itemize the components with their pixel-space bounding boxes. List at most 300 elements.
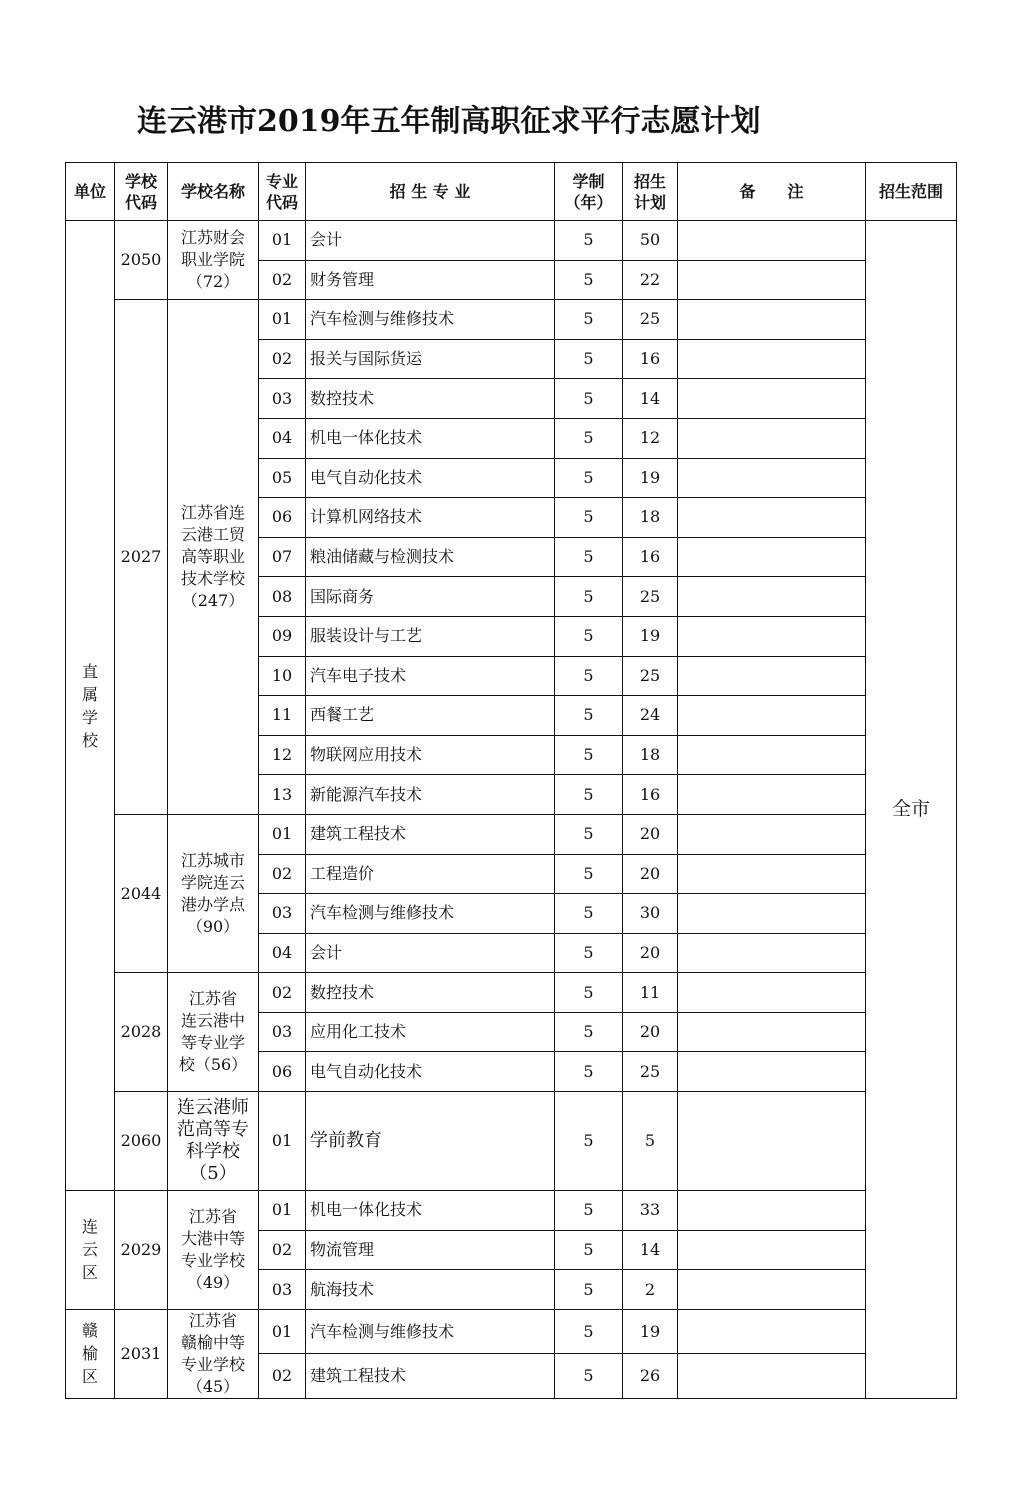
school-name-text: 江苏省 [188,1310,237,1330]
plan-count-text: 19 [639,626,661,646]
unit-name-text: 云 [81,1240,98,1260]
remark-cell [678,577,866,617]
school-code [115,1191,168,1310]
major-code [259,814,306,854]
plan-count [623,814,678,854]
header-school-name [168,163,259,221]
duration-years-text: 5 [583,388,594,408]
major-code [259,300,306,340]
major-name [306,418,555,458]
major-name [306,577,555,617]
major-code-text: 01 [271,309,293,329]
plan-count-text: 25 [639,309,661,329]
remark-cell [678,1354,866,1399]
major-code-text: 05 [271,467,293,487]
remark-cell [678,498,866,538]
duration-years-text: 5 [583,1131,594,1151]
header-plan [623,163,678,221]
major-name-text: 电气自动化技术 [310,1061,423,1081]
remark-cell [678,1270,866,1310]
school-name-text: （49） [186,1272,240,1292]
unit-name-text: 连 [81,1217,98,1237]
school-code-text: 2031 [120,1343,162,1363]
school-name-text: 江苏财会 [180,228,245,248]
plan-count-text: 2 [644,1279,656,1299]
major-name-text: 数控技术 [310,982,375,1002]
major-code-text: 07 [271,547,293,567]
duration-years-text: 5 [583,309,594,329]
major-code-text: 11 [271,705,293,725]
plan-count-text: 19 [639,467,661,487]
duration-years-text: 5 [583,507,594,527]
major-code-text: 06 [271,507,293,527]
duration-years [555,300,623,340]
school-name-text: 大港中等 [180,1228,245,1248]
remark-cell [678,1012,866,1052]
table-body [66,221,957,1399]
major-code [259,696,306,736]
duration-years-text: 5 [583,745,594,765]
major-code-text: 03 [271,903,293,923]
plan-count-text: 33 [639,1200,661,1220]
major-name-text: 西餐工艺 [310,705,375,725]
school-name-text: 港办学点 [180,894,245,914]
plan-count [623,458,678,498]
school-name [168,814,259,972]
major-name-text: 物流管理 [310,1239,375,1259]
school-name [168,300,259,815]
major-name [306,300,555,340]
duration-years [555,1270,623,1310]
major-name [306,696,555,736]
major-name [306,616,555,656]
duration-years-text: 5 [583,1279,594,1299]
duration-years [555,458,623,498]
remark-cell [678,973,866,1013]
major-code-text: 13 [271,784,293,804]
plan-count [623,973,678,1013]
plan-count-text: 25 [639,586,661,606]
header-duration [555,163,623,221]
remark-cell [678,418,866,458]
major-name [306,537,555,577]
major-code-text: 02 [271,863,293,883]
header-duration-text: 学制 [572,171,605,191]
plan-count-text: 50 [639,230,661,250]
duration-years-text: 5 [583,626,594,646]
major-name [306,973,555,1013]
table-row [66,300,957,340]
duration-years [555,221,623,261]
unit-name-text: 区 [81,1367,98,1387]
header-school-code [115,163,168,221]
major-code [259,498,306,538]
duration-years-text: 5 [583,586,594,606]
unit-name-text: 赣 [81,1321,98,1341]
duration-years-text: 5 [583,1321,594,1341]
school-name [168,1309,259,1398]
major-code-text: 03 [271,1279,293,1299]
major-name-text: 服装设计与工艺 [310,626,423,646]
school-code [115,300,168,815]
major-code [259,1230,306,1270]
header-unit-text: 单位 [73,182,106,201]
plan-count [623,1230,678,1270]
scope-value [866,221,957,1399]
major-code [259,418,306,458]
major-name [306,498,555,538]
school-code-text: 2027 [120,547,162,567]
header-major [306,163,555,221]
plan-count-text: 25 [639,665,661,685]
header-scope-text: 招生范围 [878,182,943,201]
major-code [259,1309,306,1354]
plan-count-text: 18 [639,507,661,527]
remark-cell [678,933,866,973]
header-major-code-text: 代码 [265,192,298,212]
major-code [259,260,306,300]
major-name [306,1270,555,1310]
duration-years [555,339,623,379]
unit-name-text: 属 [81,684,98,704]
header-school-name-text: 学校名称 [180,182,245,201]
remark-cell [678,1191,866,1231]
major-code-text: 09 [271,626,293,646]
major-code [259,379,306,419]
duration-years-text: 5 [583,349,594,369]
school-name-text: 范高等专 [177,1119,249,1141]
remark-cell [678,894,866,934]
major-code [259,735,306,775]
duration-years [555,696,623,736]
remark-cell [678,537,866,577]
major-code-text: 02 [271,349,293,369]
plan-count-text: 5 [644,1131,656,1151]
plan-count [623,854,678,894]
plan-count [623,1052,678,1092]
school-name-text: 江苏省连 [180,503,245,523]
school-name-text: 赣榆中等 [180,1332,245,1352]
plan-count [623,1012,678,1052]
school-name-text: （72） [186,272,240,292]
school-name-text: 校（56） [178,1055,248,1075]
major-code-text: 02 [271,982,293,1002]
major-name [306,1012,555,1052]
plan-count-text: 14 [639,1239,661,1259]
major-name [306,260,555,300]
header-remark-text: 备 注 [739,182,804,201]
major-name-text: 应用化工技术 [310,1022,407,1042]
plan-count [623,221,678,261]
major-code-text: 04 [271,428,293,448]
duration-years-text: 5 [583,824,594,844]
major-name-text: 国际商务 [310,586,375,606]
enrollment-plan-table [65,162,957,1399]
duration-years [555,1092,623,1191]
remark-cell [678,616,866,656]
remark-cell [678,1309,866,1354]
major-code-text: 03 [271,1022,293,1042]
duration-years-text: 5 [583,903,594,923]
school-name-text: （5） [189,1163,237,1185]
duration-years-text: 5 [583,863,594,883]
major-name [306,221,555,261]
major-name [306,339,555,379]
header-plan-text: 计划 [633,192,666,212]
duration-years [555,656,623,696]
major-code-text: 02 [271,1366,293,1386]
remark-cell [678,735,866,775]
duration-years-text: 5 [583,230,594,250]
duration-years [555,577,623,617]
major-code [259,1354,306,1399]
duration-years-text: 5 [583,1022,594,1042]
duration-years [555,260,623,300]
plan-count [623,616,678,656]
duration-years-text: 5 [583,665,594,685]
major-name [306,854,555,894]
school-code-text: 2028 [120,1022,162,1042]
plan-count [623,1309,678,1354]
major-code-text: 08 [271,586,293,606]
school-name-text: 专业学校 [180,1250,245,1270]
duration-years-text: 5 [583,1200,594,1220]
header-duration-text: （年） [564,192,613,212]
plan-count-text: 19 [639,1321,661,1341]
major-code-text: 01 [271,1200,293,1220]
school-name-text: 高等职业 [180,547,245,567]
plan-count [623,735,678,775]
school-name-text: 江苏省 [188,1206,237,1226]
plan-count [623,379,678,419]
school-code [115,973,168,1092]
major-code [259,656,306,696]
table-row [66,973,957,1013]
duration-years-text: 5 [583,1366,594,1386]
duration-years-text: 5 [583,784,594,804]
duration-years-text: 5 [583,982,594,1002]
plan-count [623,577,678,617]
plan-count [623,894,678,934]
duration-years-text: 5 [583,1239,594,1259]
major-name [306,1309,555,1354]
remark-cell [678,1230,866,1270]
school-name-text: 技术学校 [180,569,245,589]
duration-years [555,894,623,934]
major-code [259,577,306,617]
header-unit [66,163,115,221]
major-name-text: 电气自动化技术 [310,467,423,487]
header-major-code-text: 专业 [265,171,298,191]
major-name [306,1191,555,1231]
header-row [66,163,957,221]
remark-cell [678,339,866,379]
major-name-text: 机电一体化技术 [310,428,423,448]
unit-name-text: 校 [81,730,98,750]
duration-years [555,418,623,458]
school-code [115,221,168,300]
major-code-text: 01 [271,1321,293,1341]
major-code [259,1012,306,1052]
school-code [115,1092,168,1191]
major-code-text: 06 [271,1061,293,1081]
plan-count [623,1191,678,1231]
unit-name-text: 区 [81,1263,98,1283]
page-title [0,100,1016,144]
plan-count-text: 20 [639,942,661,962]
remark-cell [678,1092,866,1191]
duration-years-text: 5 [583,547,594,567]
major-code [259,775,306,815]
major-code-text: 01 [271,230,293,250]
plan-count [623,1092,678,1191]
plan-count [623,933,678,973]
plan-count-text: 11 [639,982,661,1002]
plan-count [623,696,678,736]
major-code [259,339,306,379]
major-name [306,1092,555,1191]
school-name [168,973,259,1092]
major-name [306,894,555,934]
major-code [259,221,306,261]
school-name-text: 学院连云 [180,872,245,892]
school-name-text: 职业学院 [180,250,245,270]
duration-years-text: 5 [583,269,594,289]
plan-count-text: 25 [639,1061,661,1081]
plan-count-text: 26 [639,1366,661,1386]
school-code [115,814,168,972]
major-code [259,537,306,577]
plan-count [623,775,678,815]
remark-cell [678,814,866,854]
school-name-text: （247） [181,591,245,611]
major-code [259,616,306,656]
duration-years [555,1230,623,1270]
duration-years [555,1191,623,1231]
remark-cell [678,260,866,300]
duration-years [555,973,623,1013]
school-name-text: （90） [186,916,240,936]
plan-count [623,418,678,458]
header-remark [678,163,866,221]
duration-years [555,379,623,419]
major-code [259,1092,306,1191]
remark-cell [678,854,866,894]
major-name [306,814,555,854]
school-name [168,221,259,300]
table-row [66,1191,957,1231]
school-name-text: 连云港师 [177,1097,249,1119]
plan-count [623,260,678,300]
major-name [306,379,555,419]
duration-years-text: 5 [583,942,594,962]
major-code-text: 04 [271,942,293,962]
major-code [259,1191,306,1231]
major-name-text: 建筑工程技术 [310,1366,407,1386]
school-code-text: 2050 [120,250,162,270]
plan-count [623,300,678,340]
plan-count [623,537,678,577]
plan-count [623,1354,678,1399]
school-name-text: 江苏省 [188,989,237,1009]
table-row [66,1092,957,1191]
plan-count-text: 12 [639,428,661,448]
major-name-text: 汽车检测与维修技术 [310,309,455,329]
plan-count-text: 20 [639,863,661,883]
plan-count-text: 16 [639,784,661,804]
duration-years-text: 5 [583,1061,594,1081]
major-name-text: 汽车电子技术 [310,665,407,685]
major-name-text: 物联网应用技术 [310,745,423,765]
remark-cell [678,221,866,261]
major-name [306,1230,555,1270]
duration-years [555,1354,623,1399]
major-code [259,973,306,1013]
page-title-text: 连云港市2019年五年制高职征求平行志愿计划 [137,104,761,139]
major-code [259,854,306,894]
major-code-text: 02 [271,269,293,289]
plan-count [623,656,678,696]
duration-years [555,537,623,577]
duration-years [555,814,623,854]
unit-name [66,1191,115,1310]
major-name-text: 数控技术 [310,388,375,408]
plan-count-text: 30 [639,903,661,923]
plan-count [623,339,678,379]
major-name-text: 航海技术 [310,1279,375,1299]
major-name [306,775,555,815]
school-name-text: 云港工贸 [180,525,245,545]
major-name [306,933,555,973]
scope-value-text: 全市 [891,798,930,821]
remark-cell [678,656,866,696]
plan-count [623,498,678,538]
header-school-code-text: 代码 [124,192,157,212]
major-name-text: 建筑工程技术 [310,824,407,844]
duration-years [555,933,623,973]
remark-cell [678,300,866,340]
table-row [66,1309,957,1354]
plan-count-text: 24 [639,705,661,725]
duration-years [555,1309,623,1354]
remark-cell [678,696,866,736]
major-name-text: 汽车检测与维修技术 [310,1321,455,1341]
remark-cell [678,775,866,815]
unit-name [66,1309,115,1398]
header-major-text: 招 生 专 业 [389,182,471,201]
school-name-text: 连云港中 [180,1011,245,1031]
major-code-text: 10 [271,665,293,685]
major-name-text: 计算机网络技术 [310,507,423,527]
major-code-text: 01 [271,1131,293,1151]
plan-count-text: 20 [639,1022,661,1042]
major-code [259,933,306,973]
major-name-text: 粮油储藏与检测技术 [310,547,455,567]
major-name-text: 学前教育 [310,1130,382,1152]
major-code-text: 01 [271,824,293,844]
major-name [306,1052,555,1092]
unit-name-text: 学 [81,707,98,727]
duration-years [555,616,623,656]
major-name-text: 工程造价 [310,863,375,883]
remark-cell [678,1052,866,1092]
major-name-text: 会计 [310,942,343,962]
school-code-text: 2044 [120,883,162,903]
plan-count-text: 16 [639,547,661,567]
remark-cell [678,379,866,419]
header-major-code [259,163,306,221]
school-code [115,1309,168,1398]
